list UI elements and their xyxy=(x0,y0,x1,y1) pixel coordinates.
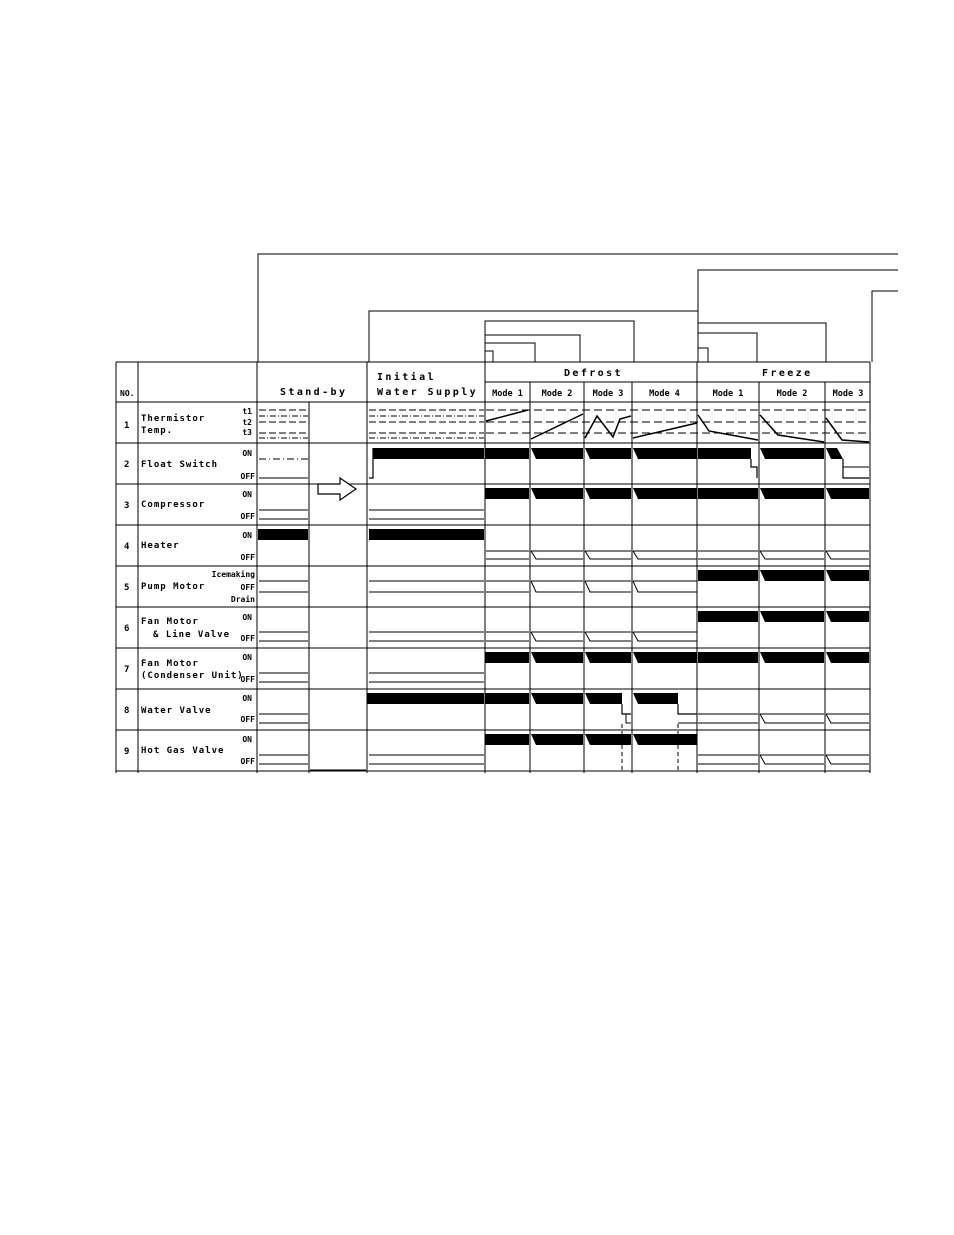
row-number: 6 xyxy=(124,624,131,634)
row-number: 8 xyxy=(124,706,131,716)
freeze-mode-2: Mode 2 xyxy=(776,389,808,399)
row-name: (Condenser Unit) xyxy=(141,671,244,681)
table-grid xyxy=(116,362,870,773)
transition-arrow-icon xyxy=(318,478,356,500)
level-label: ON xyxy=(242,490,252,499)
level-label: t2 xyxy=(242,418,252,427)
row-number: 3 xyxy=(124,501,131,511)
level-label: OFF xyxy=(240,553,255,562)
row-name: Heater xyxy=(141,541,180,551)
row-number: 1 xyxy=(124,421,131,431)
freeze-mode-1: Mode 1 xyxy=(712,389,744,399)
row-name: Fan Motor xyxy=(141,659,199,669)
freeze-header: Freeze xyxy=(762,368,813,379)
row-name: Compressor xyxy=(141,500,206,510)
defrost-mode-3: Mode 3 xyxy=(592,389,624,399)
level-label: t1 xyxy=(242,407,252,416)
row-number: 5 xyxy=(124,583,131,593)
row-name: Pump Motor xyxy=(141,582,206,592)
defrost-mode-2: Mode 2 xyxy=(541,389,573,399)
thermistor-curves xyxy=(486,410,869,442)
row-name: Temp. xyxy=(141,426,174,436)
condenser-fan-signal xyxy=(259,652,869,682)
level-label: ON xyxy=(242,449,252,458)
row-number: 2 xyxy=(124,460,131,470)
row-number: 9 xyxy=(124,747,131,757)
level-label: t3 xyxy=(242,428,252,437)
flow-brackets xyxy=(258,254,898,362)
water-valve-signal xyxy=(259,693,869,723)
level-label: ON xyxy=(242,653,252,662)
row-name: Fan Motor xyxy=(141,617,199,627)
level-label: OFF xyxy=(240,472,255,481)
row-labels xyxy=(124,407,255,766)
row-name: & Line Valve xyxy=(153,630,231,640)
level-label: ON xyxy=(242,531,252,540)
level-label: Drain xyxy=(230,595,255,604)
row-number: 4 xyxy=(124,542,131,552)
freeze-mode-3: Mode 3 xyxy=(832,389,864,399)
defrost-mode-4: Mode 4 xyxy=(649,389,680,399)
row-name: Thermistor xyxy=(141,414,206,424)
column-headers xyxy=(120,368,863,399)
initial-header-line2: Water Supply xyxy=(377,387,479,398)
fan-line-valve-signal xyxy=(259,611,869,641)
level-label: Icemaking xyxy=(211,570,255,579)
float-switch-signal xyxy=(259,448,869,478)
standby-header: Stand-by xyxy=(280,387,348,398)
level-label: ON xyxy=(242,735,252,744)
hot-gas-valve-signal xyxy=(259,724,869,773)
level-label: OFF xyxy=(240,675,255,684)
pump-motor-signal xyxy=(259,570,869,592)
heater-signal xyxy=(258,529,869,559)
defrost-mode-1: Mode 1 xyxy=(492,389,523,399)
level-label: OFF xyxy=(240,512,255,521)
row-name: Water Valve xyxy=(141,706,212,716)
level-label: OFF xyxy=(240,757,255,766)
no-header: NO. xyxy=(120,389,135,398)
level-label: OFF xyxy=(240,634,255,643)
row-number: 7 xyxy=(124,665,131,675)
row-name: Hot Gas Valve xyxy=(141,746,225,756)
level-label: ON xyxy=(242,613,252,622)
initial-header-line1: Initial xyxy=(377,372,436,383)
row-name: Float Switch xyxy=(141,460,219,470)
level-label: ON xyxy=(242,694,252,703)
level-label: OFF xyxy=(240,715,255,724)
level-label: OFF xyxy=(240,583,255,592)
defrost-header: Defrost xyxy=(564,368,623,379)
